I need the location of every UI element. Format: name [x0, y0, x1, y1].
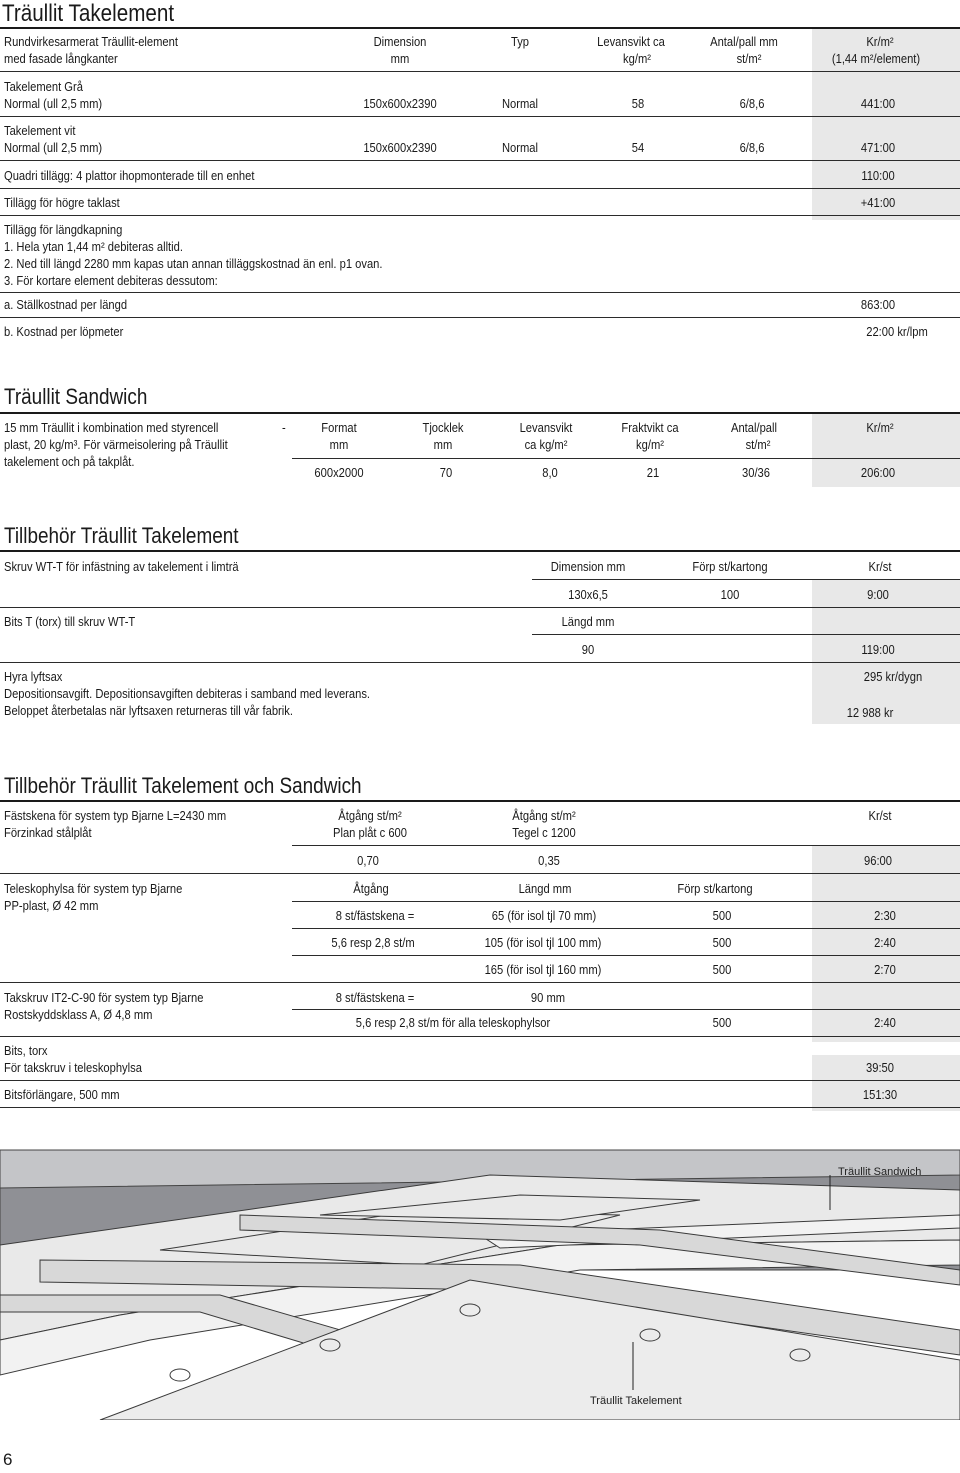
bits-header-length: Längd mm — [561, 614, 615, 629]
row-white-levansvikt: 54 — [631, 140, 645, 155]
bits-length: 90 — [581, 642, 595, 657]
divider — [532, 634, 960, 635]
divider — [0, 188, 960, 189]
header-levansvikt-unit: kg/m² — [623, 51, 651, 66]
sleeve-row-2-price: 2:40 — [874, 935, 896, 950]
roof-screw-label-1: Takskruv IT2-C-90 för system typ Bjarne — [4, 990, 204, 1005]
header-typ: Typ — [510, 34, 530, 49]
illustration-label-sandwich: Träullit Sandwich — [838, 1166, 922, 1178]
divider — [0, 160, 960, 161]
cutting-title: Tillägg för längdkapning — [4, 222, 123, 237]
screw-dimension: 130x6,5 — [568, 587, 608, 602]
bits-price: 119:00 — [861, 642, 895, 657]
divider — [292, 928, 960, 929]
divider — [0, 71, 960, 72]
sandwich-header-fraktvikt: Fraktvikt ca — [621, 420, 679, 435]
extension-label: Bitsförlängare, 500 mm — [4, 1087, 120, 1102]
sleeve-row-2-forp: 500 — [712, 935, 732, 950]
cutting-rule-3: 3. För kortare element debiteras dessutom: — [4, 273, 218, 288]
lift-label-1: Hyra lyftsax — [4, 669, 63, 684]
header-desc-1: Rundvirkesarmerat Träullit-element — [4, 34, 178, 49]
row-white-label-2: Normal (ull 2,5 mm) — [4, 140, 103, 155]
sandwich-desc-dash: - — [282, 420, 286, 435]
row-white-label-1: Takelement vit — [4, 123, 76, 138]
section-title-takelement: Träullit Takelement — [2, 0, 175, 27]
header-price: Kr/m² — [866, 34, 894, 49]
row-grey-dimension: 150x600x2390 — [363, 96, 437, 111]
sandwich-header-levansvikt-unit: ca kg/m² — [524, 437, 568, 452]
header-price-unit: (1,44 m²/element) — [831, 51, 921, 66]
divider — [0, 1107, 960, 1108]
bits-torx-label-1: Bits, torx — [4, 1043, 48, 1058]
lift-label-2: Depositionsavgift. Depositionsavgiften debiteras i samband med leverans. — [4, 686, 371, 701]
bits-torx-price: 39:50 — [866, 1060, 894, 1075]
page-number: 6 — [3, 1450, 13, 1469]
divider — [292, 1009, 960, 1010]
rail-header-2a: Åtgång st/m² — [512, 808, 576, 823]
bits-torx-label-2: För takskruv i teleskophylsa — [4, 1060, 142, 1075]
roof-screw-atgang: 8 st/fästskena = — [335, 990, 415, 1005]
rail-label-1: Fästskena för system typ Bjarne L=2430 mm — [4, 808, 227, 823]
divider — [0, 873, 960, 874]
row-grey-antal: 6/8,6 — [739, 96, 765, 111]
roof-screw-price: 2:40 — [874, 1015, 896, 1030]
header-levansvikt: Levansvikt ca — [597, 34, 665, 49]
illustration-label-takelement: Träullit Takelement — [590, 1395, 682, 1407]
sleeve-row-3-length: 165 (för isol tjl 160 mm) — [484, 962, 602, 977]
bits-label: Bits T (torx) till skruv WT-T — [4, 614, 136, 629]
roof-screw-forp: 500 — [712, 1015, 732, 1030]
sandwich-desc-1: 15 mm Träullit i kombination med styrencell — [4, 420, 219, 435]
sleeve-row-3-forp: 500 — [712, 962, 732, 977]
rail-label-2: Förzinkad stålplåt — [4, 825, 92, 840]
sleeve-row-1-forp: 500 — [712, 908, 732, 923]
screw-label: Skruv WT-T för infästning av takelement i limträ — [4, 559, 239, 574]
divider — [0, 116, 960, 117]
header-dimension-unit: mm — [390, 51, 410, 66]
row-grey-label-2: Normal (ull 2,5 mm) — [4, 96, 103, 111]
sandwich-tjocklek: 70 — [439, 465, 453, 480]
row-quadri-label: Quadri tillägg: 4 plattor ihopmonterade till en enhet — [4, 168, 255, 183]
screw-price: 9:00 — [867, 587, 889, 602]
extension-price: 151:30 — [862, 1087, 898, 1102]
divider — [0, 1036, 960, 1037]
sandwich-fraktvikt: 21 — [646, 465, 660, 480]
section-title-tillbehor: Tillbehör Träullit Takelement — [4, 523, 239, 548]
header-desc-2: med fasade långkanter — [4, 51, 118, 66]
cutting-b-label: b. Kostnad per löpmeter — [4, 324, 124, 339]
sandwich-header-price: Kr/m² — [866, 420, 894, 435]
row-taklast-label: Tillägg för högre taklast — [4, 195, 120, 210]
roof-screw-label-2: Rostskyddsklass A, Ø 4,8 mm — [4, 1007, 153, 1022]
rail-header-1b: Plan plåt c 600 — [333, 825, 407, 840]
divider — [292, 458, 960, 459]
row-grey-label-1: Takelement Grå — [4, 79, 83, 94]
sleeve-row-3-price: 2:70 — [874, 962, 896, 977]
row-taklast-price: +41:00 — [860, 195, 896, 210]
row-white-antal: 6/8,6 — [739, 140, 765, 155]
screw-header-price: Kr/st — [868, 559, 892, 574]
divider — [0, 607, 960, 608]
divider — [0, 1080, 960, 1081]
sandwich-price: 206:00 — [860, 465, 896, 480]
cutting-rule-1: 1. Hela ytan 1,44 m² debiteras alltid. — [4, 239, 183, 254]
divider — [292, 955, 960, 956]
screw-header-forp: Förp st/kartong — [692, 559, 768, 574]
divider — [532, 579, 960, 580]
sandwich-header-format-unit: mm — [329, 437, 349, 452]
sleeve-label-2: PP-plast, Ø 42 mm — [4, 898, 99, 913]
rail-header-1a: Åtgång st/m² — [338, 808, 402, 823]
header-antal: Antal/pall mm — [710, 34, 778, 49]
divider — [0, 982, 960, 983]
roof-construction-illustration — [0, 1120, 960, 1420]
row-grey-levansvikt: 58 — [631, 96, 645, 111]
sleeve-row-1-length: 65 (för isol tjl 70 mm) — [491, 908, 597, 923]
section-title-tillbehor-sandwich: Tillbehör Träullit Takelement och Sandwich — [4, 773, 362, 798]
header-antal-unit: st/m² — [736, 51, 762, 66]
sandwich-header-fraktvikt-unit: kg/m² — [636, 437, 664, 452]
lift-deposit-price: 12 988 kr — [846, 705, 894, 720]
roof-screw-length: 90 mm — [530, 990, 566, 1005]
rail-header-price: Kr/st — [868, 808, 892, 823]
screw-forp: 100 — [720, 587, 740, 602]
divider — [0, 215, 960, 216]
rail-plan: 0,70 — [357, 853, 379, 868]
sleeve-row-2-length: 105 (för isol tjl 100 mm) — [484, 935, 602, 950]
divider — [292, 845, 960, 846]
sleeve-header-forp: Förp st/kartong — [677, 881, 753, 896]
roof-screw-note: 5,6 resp 2,8 st/m för alla teleskophylsor — [355, 1015, 551, 1030]
sleeve-row-2-atgang: 5,6 resp 2,8 st/m — [331, 935, 415, 950]
sandwich-format: 600x2000 — [314, 465, 364, 480]
cutting-b-price: 22:00 kr/lpm — [866, 324, 928, 339]
divider — [0, 550, 960, 552]
sleeve-row-1-price: 2:30 — [874, 908, 896, 923]
section-title-sandwich: Träullit Sandwich — [4, 384, 148, 409]
sandwich-header-format: Format — [321, 420, 357, 435]
cutting-a-label: a. Ställkostnad per längd — [4, 297, 128, 312]
sleeve-header-atgang: Åtgång — [353, 881, 389, 896]
divider — [0, 800, 960, 802]
divider — [0, 662, 960, 663]
row-white-price: 471:00 — [860, 140, 896, 155]
sleeve-header-length: Längd mm — [518, 881, 572, 896]
cutting-rule-2: 2. Ned till längd 2280 mm kapas utan annan tilläggskostnad än enl. p1 ovan. — [4, 256, 383, 271]
rail-tegel: 0,35 — [538, 853, 560, 868]
sandwich-header-antal: Antal/pall — [731, 420, 777, 435]
row-white-dimension: 150x600x2390 — [363, 140, 437, 155]
sandwich-levansvikt: 8,0 — [542, 465, 558, 480]
row-quadri-price: 110:00 — [861, 168, 895, 183]
divider — [0, 292, 960, 293]
lift-rent-price: 295 kr/dygn — [863, 669, 923, 684]
screw-header-dimension: Dimension mm — [550, 559, 626, 574]
sleeve-row-1-atgang: 8 st/fästskena = — [335, 908, 415, 923]
sandwich-antal: 30/36 — [742, 465, 770, 480]
sandwich-header-antal-unit: st/m² — [745, 437, 771, 452]
rail-header-2b: Tegel c 1200 — [512, 825, 576, 840]
sandwich-desc-2: plast, 20 kg/m³. För värmeisolering på Träullit — [4, 437, 228, 452]
sandwich-desc-3: takelement och på takplåt. — [4, 454, 135, 469]
row-white-typ: Normal — [501, 140, 539, 155]
divider — [292, 901, 960, 902]
sandwich-header-tjocklek-unit: mm — [433, 437, 453, 452]
header-dimension: Dimension — [373, 34, 427, 49]
row-grey-price: 441:00 — [860, 96, 896, 111]
cutting-a-price: 863:00 — [860, 297, 896, 312]
lift-label-3: Beloppet återbetalas när lyftsaxen returneras till vår fabrik. — [4, 703, 293, 718]
sandwich-header-tjocklek: Tjocklek — [422, 420, 464, 435]
rail-price: 96:00 — [864, 853, 892, 868]
sandwich-header-levansvikt: Levansvikt — [519, 420, 573, 435]
divider — [0, 317, 960, 318]
row-grey-typ: Normal — [501, 96, 539, 111]
sleeve-label-1: Teleskophylsa för system typ Bjarne — [4, 881, 183, 896]
